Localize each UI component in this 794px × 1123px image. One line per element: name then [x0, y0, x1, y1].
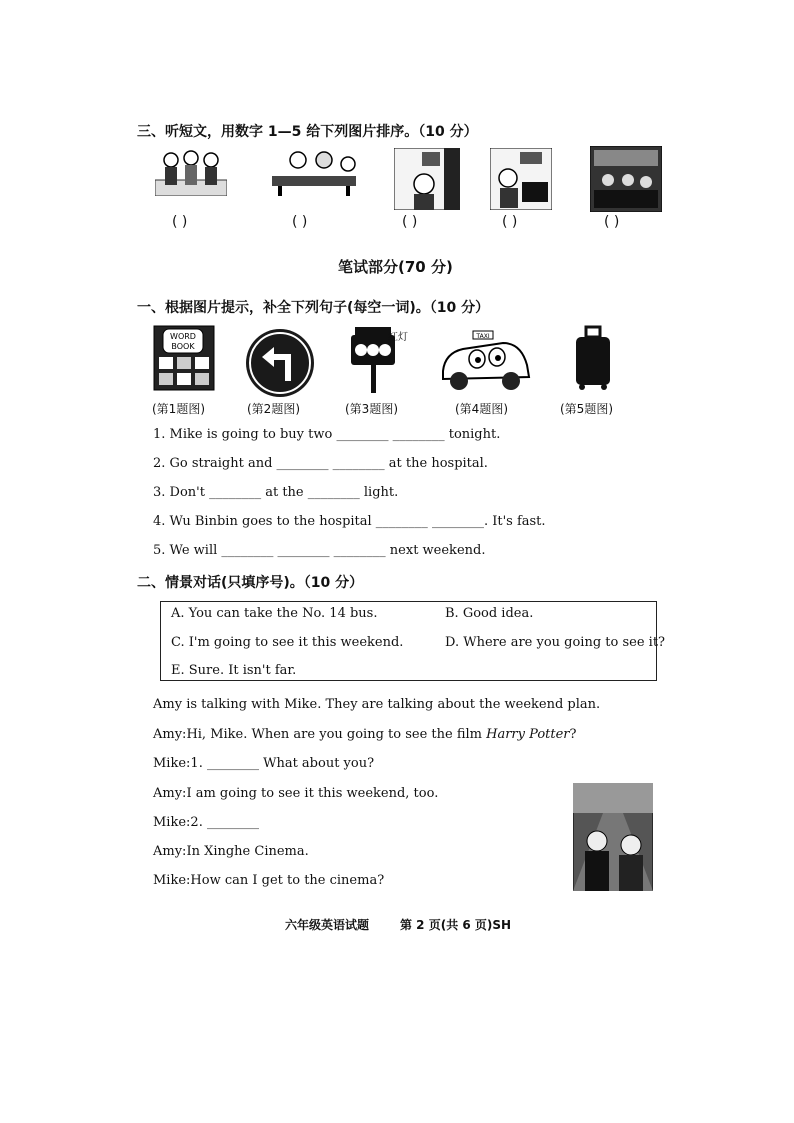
part1-title: 一、根据图片提示，补全下列句子(每空一词)。（10 分） [137, 300, 490, 316]
dialogue-line-1: Amy:Hi, Mike. When are you going to see the film Harry Potter? [153, 727, 577, 742]
picture-family-dinner [268, 150, 360, 196]
options-box [160, 601, 666, 681]
caption-pic-3: (第3题图) [345, 402, 398, 416]
order-blank-4[interactable]: ( ) [502, 214, 518, 230]
order-blank-5[interactable]: ( ) [604, 214, 620, 230]
part1-sentence-5[interactable]: 5. We will ________ ________ ________ next weekend. [153, 543, 486, 558]
part1-sentence-1[interactable]: 1. Mike is going to buy two ________ ________ tonight. [153, 427, 501, 442]
taxi-sign-text: TAXI [476, 333, 490, 340]
picture-boy-tv [490, 148, 552, 210]
suitcase-icon [570, 325, 616, 391]
book-label-book: BOOK [171, 342, 195, 351]
dialogue-line-2[interactable]: Mike:1. ________ What about you? [153, 756, 375, 771]
part2-title: 二、情景对话(只填序号)。（10 分） [137, 575, 364, 591]
order-blank-2[interactable]: ( ) [292, 214, 308, 230]
option-c: C. I'm going to see it this weekend. [171, 635, 404, 650]
turn-left-sign-icon [244, 327, 316, 399]
caption-pic-2: (第2题图) [247, 402, 300, 416]
picture-boy-indoor [394, 148, 460, 210]
order-blank-3[interactable]: ( ) [402, 214, 418, 230]
picture-word-book [153, 325, 215, 391]
picture-two-kids-street [573, 783, 653, 891]
option-b: B. Good idea. [445, 606, 534, 621]
part1-sentence-2[interactable]: 2. Go straight and ________ ________ at the hospital. [153, 456, 488, 471]
caption-pic-5: (第5题图) [560, 402, 613, 416]
listening-section-title: 三、听短文，用数字 1—5 给下列图片排序。（10 分） [137, 124, 478, 140]
part1-sentence-3[interactable]: 3. Don't ________ at the ________ light. [153, 485, 399, 500]
footer-exam-name: 六年级英语试题 [285, 918, 370, 932]
part1-sentence-4[interactable]: 4. Wu Binbin goes to the hospital ________ ________. It's fast. [153, 514, 546, 529]
dialogue-line-6: Mike:How can I get to the cinema? [153, 873, 385, 888]
picture-cinema-seats [590, 146, 662, 212]
order-blank-1[interactable]: ( ) [172, 214, 188, 230]
caption-pic-1: (第1题图) [152, 402, 205, 416]
caption-pic-4: (第4题图) [455, 402, 508, 416]
dialogue-line-5: Amy:In Xinghe Cinema. [153, 844, 309, 859]
option-e: E. Sure. It isn't far. [171, 663, 297, 678]
taxi-icon [437, 329, 532, 393]
option-d: D. Where are you going to see it? [445, 635, 666, 650]
dialogue-line-3: Amy:I am going to see it this weekend, too. [153, 786, 439, 801]
book-label-word: WORD [170, 332, 196, 341]
written-section-heading: 笔试部分(70 分) [338, 258, 453, 276]
footer-page-number: 第 2 页(共 6 页)SH [400, 918, 512, 932]
film-title: Harry Potter [486, 727, 570, 742]
option-a: A. You can take the No. 14 bus. [171, 606, 378, 621]
red-light-label: 红灯 [388, 332, 408, 343]
dialogue-line-4[interactable]: Mike:2. ________ [153, 815, 259, 830]
dialogue-intro: Amy is talking with Mike. They are talking about the weekend plan. [153, 697, 601, 712]
picture-children-playing [155, 150, 227, 196]
